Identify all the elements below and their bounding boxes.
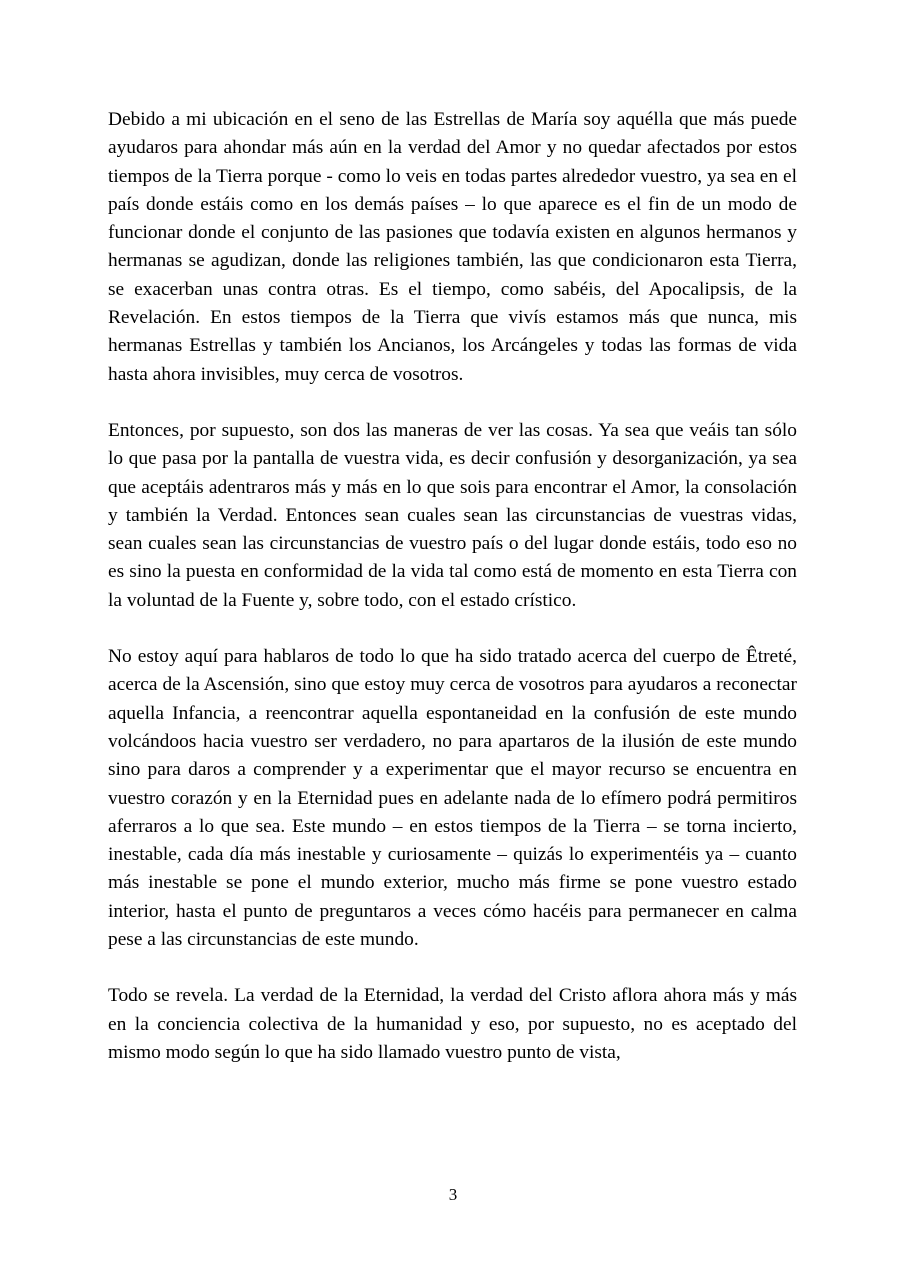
paragraph-2: Entonces, por supuesto, son dos las maneras de ver las cosas. Ya sea que veáis tan sólo lo que pasa por la pantalla de vuestra vida, es decir confusión y desorganización, ya sea que aceptáis adentraros más y más en lo que sois para encontrar el Amor, la consolación y también la Verdad. Entonces sean cuales sean las circunstancias de vuestras vidas, sean cuales sean las circunstancias de vuestro país o del lugar donde estáis, todo eso no es sino la puesta en conformidad de la vida tal como está de momento en esta Tierra con la voluntad de la Fuente y, sobre todo, con el estado crístico. bbox=[108, 419, 797, 611]
page-number: 3 bbox=[448, 1185, 458, 1204]
paragraph-1: Debido a mi ubicación en el seno de las Estrellas de María soy aquélla que más puede ayudaros para ahondar más aún en la verdad del Amor y no quedar afectados por estos tiempos de la Tierra porque - como lo veis en todas partes alrededor vuestro, ya sea en el país donde estáis como en los demás países – lo que aparece es el fin de un modo de funcionar donde el conjunto de las pasiones que todavía existen en algunos hermanos y hermanas se agudizan, donde las religiones también, las que condicionaron esta Tierra, se exacerban unas contra otras. Es el tiempo, como sabéis, del Apocalipsis, de la Revelación. En estos tiempos de la Tierra que vivís estamos más que nunca, mis hermanas Estrellas y también los Ancianos, los Arcángeles y todas las formas de vida hasta ahora invisibles, muy cerca de vosotros. bbox=[108, 109, 797, 385]
paragraph-3: No estoy aquí para hablaros de todo lo que ha sido tratado acerca del cuerpo de Êtreté, acerca de la Ascensión, sino que estoy muy cerca de vosotros para ayudaros a reconectar aquella Infancia, a reencontrar aquella espontaneidad en la confusión de este mundo volcándoos hacia vuestro ser verdadero, no para apartaros de la ilusión de este mundo sino para daros a comprender y a experimentar que el mayor recurso se encuentra en vuestro corazón y en la Eternidad pues en adelante nada de lo efímero podrá permitiros aferraros a lo que sea. Este mundo – en estos tiempos de la Tierra – se torna incierto, inestable, cada día más inestable y curiosamente – quizás lo experimentéis ya – cuanto más inestable se pone el mundo exterior, mucho más firme se pone vuestro estado interior, hasta el punto de preguntaros a veces cómo hacéis para permanecer en calma pese a las circunstancias de este mundo. bbox=[108, 646, 797, 951]
body-text bbox=[108, 106, 797, 1095]
paragraph-4: Todo se revela. La verdad de la Eternidad, la verdad del Cristo aflora ahora más y más en la conciencia colectiva de la humanidad y eso, por supuesto, no es aceptado del mismo modo según lo que ha sido llamado vuestro punto de vista, bbox=[108, 985, 797, 1063]
